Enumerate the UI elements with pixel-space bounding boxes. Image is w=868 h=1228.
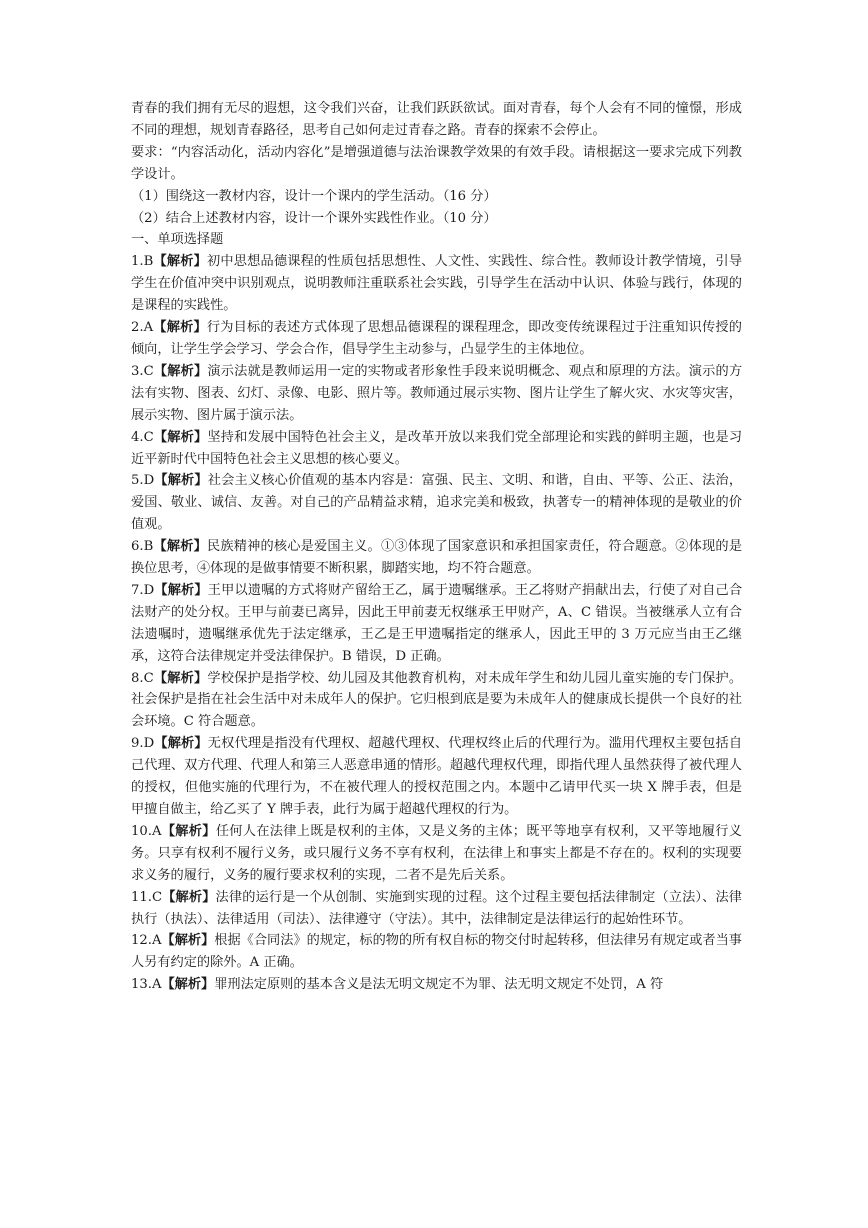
section-title: 一、单项选择题 bbox=[131, 232, 224, 248]
answer-label: 9.D bbox=[131, 736, 155, 752]
requirement-text: 要求：“内容活动化，活动内容化”是增强道德与法治课教学效果的有效手段。请根据这一要求完成下列教学设计。 bbox=[131, 144, 742, 182]
answer-label: 6.B bbox=[131, 539, 154, 555]
answer-label: 11.C bbox=[131, 889, 163, 905]
analysis-tag: 【解析】 bbox=[161, 933, 215, 949]
requirement-item-1: （1）围绕这一教材内容，设计一个课内的学生活动。（16 分） bbox=[131, 188, 497, 204]
answer-item bbox=[131, 251, 742, 317]
answer-label: 5.D bbox=[131, 473, 155, 489]
analysis-tag: 【解析】 bbox=[153, 320, 207, 336]
answer-item bbox=[131, 974, 742, 996]
answer-text: 根据《合同法》的规定，标的物的所有权自标的物交付时起转移，但法律另有规定或者当事人另有约定的除外。A 正确。 bbox=[131, 933, 742, 971]
answer-label: 7.D bbox=[131, 582, 155, 598]
analysis-tag: 【解析】 bbox=[153, 670, 208, 686]
answer-label: 4.C bbox=[131, 429, 154, 445]
analysis-tag: 【解析】 bbox=[154, 736, 208, 752]
answer-item bbox=[131, 821, 742, 887]
analysis-tag: 【解析】 bbox=[162, 889, 216, 905]
analysis-tag: 【解析】 bbox=[153, 363, 208, 379]
answer-label: 8.C bbox=[131, 670, 154, 686]
answer-label: 2.A bbox=[131, 320, 154, 336]
answer-text: 学校保护是指学校、幼儿园及其他教育机构，对未成年学生和幼儿园儿童实施的专门保护。社会保护是指在社会生活中对未成年人的保护。它归根到底是要为未成年人的健康成长提供一个良好的社会环境。C 符合题意。 bbox=[131, 670, 743, 730]
document-page bbox=[131, 98, 742, 996]
answer-item bbox=[131, 733, 742, 821]
analysis-tag: 【解析】 bbox=[153, 254, 207, 270]
answer-text: 无权代理是指没有代理权、超越代理权、代理权终止后的代理行为。滥用代理权主要包括自己代理、双方代理、代理人和第三人恶意串通的情形。超越代理权代理，即指代理人虽然获得了被代理人的授权，但他实施的代理行为，不在被代理人的授权范围之内。本题中乙请甲代买一块 X 牌手表，但是甲擅自做主，给乙买了 Y 牌手表，此行为属于超越代理权的行为。 bbox=[131, 736, 743, 817]
answer-item bbox=[131, 930, 742, 974]
answer-text: 罪刑法定原则的基本含义是法无明文规定不为罪、法无明文规定不处罚，A 符 bbox=[214, 977, 664, 993]
answer-item bbox=[131, 427, 742, 471]
answer-label: 12.A bbox=[131, 933, 162, 949]
analysis-tag: 【解析】 bbox=[161, 977, 215, 993]
analysis-tag: 【解析】 bbox=[161, 823, 216, 839]
analysis-tag: 【解析】 bbox=[153, 429, 208, 445]
answer-text: 初中思想品德课程的性质包括思想性、人文性、实践性、综合性。教师设计教学情境，引导学生在价值冲突中识别观点，说明教师注重联系社会实践，引导学生在活动中认识、体验与践行，体现的是课程的实践性。 bbox=[131, 254, 743, 314]
answer-text: 任何人在法律上既是权利的主体，又是义务的主体；既平等地享有权利，又平等地履行义务。只享有权利不履行义务，或只履行义务不享有权利，在法律上和事实上都是不存在的。权利的实现要求义务的履行，义务的履行要求权利的实现，二者不是先后关系。 bbox=[131, 823, 742, 883]
answer-label: 13.A bbox=[131, 977, 162, 993]
answer-item bbox=[131, 536, 742, 580]
answer-label: 1.B bbox=[131, 254, 154, 270]
answer-item bbox=[131, 580, 742, 668]
requirement-item-2: （2）结合上述教材内容，设计一个课外实践性作业。（10 分） bbox=[131, 210, 497, 226]
answer-label: 10.A bbox=[131, 823, 162, 839]
answer-item bbox=[131, 668, 742, 734]
answer-text: 行为目标的表述方式体现了思想品德课程的课程理念，即改变传统课程过于注重知识传授的倾向，让学生学会学习、学会合作，倡导学生主动参与，凸显学生的主体地位。 bbox=[131, 320, 742, 357]
answer-text: 坚持和发展中国特色社会主义，是改革开放以来我们党全部理论和实践的鲜明主题，也是习近平新时代中国特色社会主义思想的核心要义。 bbox=[131, 429, 743, 467]
answer-text: 演示法就是教师运用一定的实物或者形象性手段来说明概念、观点和原理的方法。演示的方法有实物、图表、幻灯、录像、电影、照片等。教师通过展示实物、图片让学生了解火灾、水灾等灾害，展示实物、图片属于演示法。 bbox=[131, 363, 743, 423]
answer-text: 法律的运行是一个从创制、实施到实现的过程。这个过程主要包括法律制定（立法）、法律执行（执法）、法律适用（司法）、法律遵守（守法）。其中，法律制定是法律运行的起始性环节。 bbox=[131, 889, 742, 927]
answer-text: 民族精神的核心是爱国主义。①③体现了国家意识和承担国家责任，符合题意。②体现的是换位思考，④体现的是做事情要不断积累，脚踏实地，均不符合题意。 bbox=[131, 539, 743, 577]
answer-label: 3.C bbox=[131, 363, 154, 379]
answer-item bbox=[131, 317, 742, 361]
answer-text: 社会主义核心价值观的基本内容是：富强、民主、文明、和谐，自由、平等、公正、法治，爱国、敬业、诚信、友善。对自己的产品精益求精，追求完美和极致，执著专一的精神体现的是敬业的价值观。 bbox=[131, 473, 743, 533]
intro-passage: 青春的我们拥有无尽的遐想，这令我们兴奋，让我们跃跃欲试。面对青春，每个人会有不同的憧憬，形成不同的理想，规划青春路径，思考自己如何走过青春之路。青春的探索不会停止。 bbox=[131, 101, 742, 138]
analysis-tag: 【解析】 bbox=[154, 473, 208, 489]
answer-item bbox=[131, 887, 742, 931]
answer-item bbox=[131, 470, 742, 536]
answer-item bbox=[131, 361, 742, 427]
analysis-tag: 【解析】 bbox=[154, 582, 208, 598]
analysis-tag: 【解析】 bbox=[153, 539, 207, 555]
answer-text: 王甲以遗嘱的方式将财产留给王乙，属于遗嘱继承。王乙将财产捐献出去，行使了对自己合法财产的处分权。王甲与前妻已离异，因此王甲前妻无权继承王甲财产，A、C 错误。当被继承人立有合法遗嘱时，遗嘱继承优先于法定继承，王乙是王甲遗嘱指定的继承人，因此王甲的 3 万元应当由王乙继承，这符合法律规定并受法律保护。B 错误，D 正确。 bbox=[131, 582, 743, 664]
